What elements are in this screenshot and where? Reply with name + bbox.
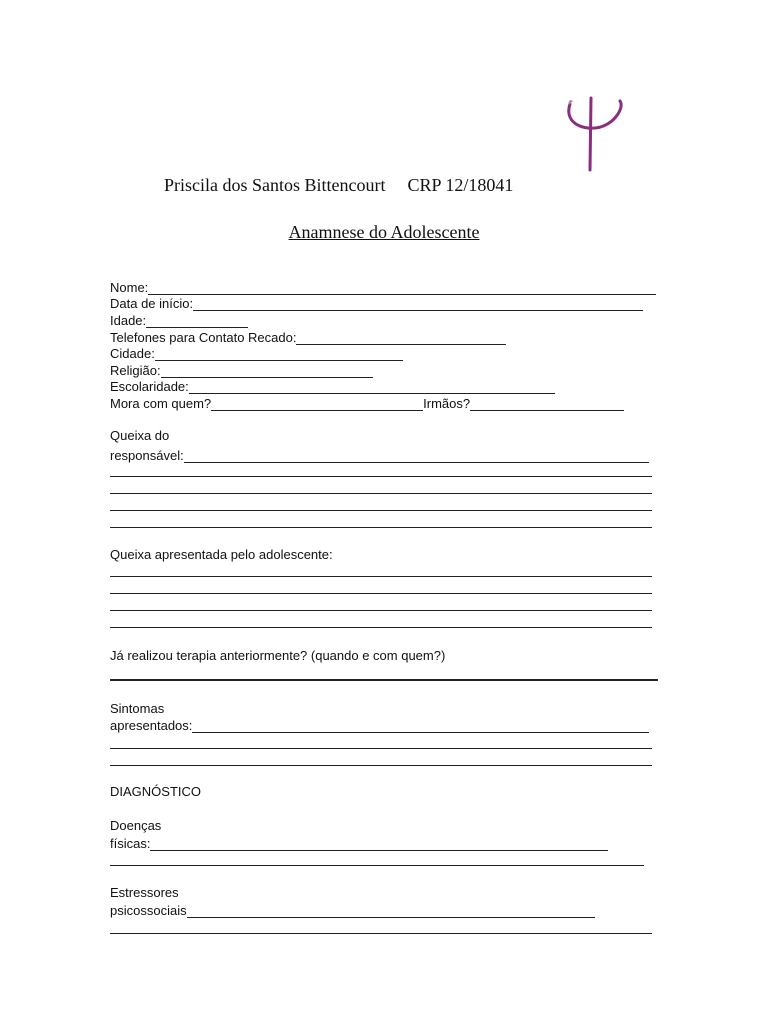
answer-line[interactable] (110, 576, 652, 577)
answer-line[interactable] (110, 865, 644, 866)
data-inicio-label: Data de início: (110, 296, 194, 311)
mora-com-field[interactable] (211, 397, 423, 411)
cidade-label: Cidade: (110, 346, 155, 361)
sintomas-row (110, 716, 649, 733)
estressores-label-2: psicossociais (110, 903, 187, 918)
answer-line[interactable] (110, 748, 652, 749)
answer-line[interactable] (110, 765, 652, 766)
estressores-label-1: Estressores (110, 885, 179, 900)
escolaridade-row (110, 377, 555, 394)
escolaridade-label: Escolaridade: (110, 379, 189, 394)
religiao-field[interactable] (161, 364, 373, 378)
idade-row (110, 311, 248, 328)
nome-label: Nome: (110, 280, 149, 295)
answer-line[interactable] (110, 679, 658, 681)
estressores-field[interactable] (187, 904, 595, 918)
answer-line[interactable] (110, 610, 652, 611)
idade-field[interactable] (146, 314, 248, 328)
psi-symbol-icon (560, 96, 630, 180)
form-title: Anamnese do Adolescente (288, 222, 480, 242)
estressores-row (110, 901, 595, 918)
answer-line[interactable] (110, 933, 652, 934)
queixa-responsavel-row (110, 446, 649, 463)
diagnostico-heading: DIAGNÓSTICO (110, 784, 202, 799)
doencas-field[interactable] (150, 837, 608, 851)
irmaos-field[interactable] (470, 397, 624, 411)
crp-number: CRP 12/18041 (407, 175, 514, 195)
answer-line[interactable] (110, 510, 652, 511)
sintomas-label-1: Sintomas (110, 701, 165, 716)
cidade-field[interactable] (155, 347, 403, 361)
telefones-row (110, 328, 506, 345)
answer-line[interactable] (110, 527, 652, 528)
queixa-responsavel-label-2: responsável: (110, 448, 184, 463)
doencas-label-2: físicas: (110, 836, 151, 851)
telefones-field[interactable] (296, 331, 506, 345)
doencas-row (110, 834, 608, 851)
cidade-row (110, 344, 403, 361)
answer-line[interactable] (110, 627, 652, 628)
nome-field[interactable] (148, 281, 656, 295)
religiao-label: Religião: (110, 363, 161, 378)
data-inicio-field[interactable] (193, 297, 643, 311)
sintomas-label-2: apresentados: (110, 718, 193, 733)
irmaos-label: Irmãos? (423, 396, 471, 411)
psychologist-name: Priscila dos Santos Bittencourt (164, 175, 386, 195)
mora-com-label: Mora com quem? (110, 396, 212, 411)
header-text (155, 154, 513, 196)
answer-line[interactable] (110, 493, 652, 494)
answer-line[interactable] (110, 593, 652, 594)
queixa-responsavel-label-1: Queixa do (110, 428, 170, 443)
queixa-adolescente-label: Queixa apresentada pelo adolescente: (110, 547, 333, 562)
nome-row (110, 278, 656, 295)
queixa-responsavel-field[interactable] (184, 449, 649, 463)
religiao-row (110, 361, 373, 378)
data-inicio-row (110, 294, 643, 311)
escolaridade-field[interactable] (189, 380, 555, 394)
telefones-label: Telefones para Contato Recado: (110, 330, 297, 345)
sintomas-field[interactable] (192, 719, 649, 733)
idade-label: Idade: (110, 313, 147, 328)
doencas-label-1: Doenças (110, 818, 162, 833)
mora-irmaos-row (110, 394, 624, 411)
terapia-anterior-label: Já realizou terapia anteriormente? (quando e com quem?) (110, 648, 446, 663)
answer-line[interactable] (110, 476, 652, 477)
